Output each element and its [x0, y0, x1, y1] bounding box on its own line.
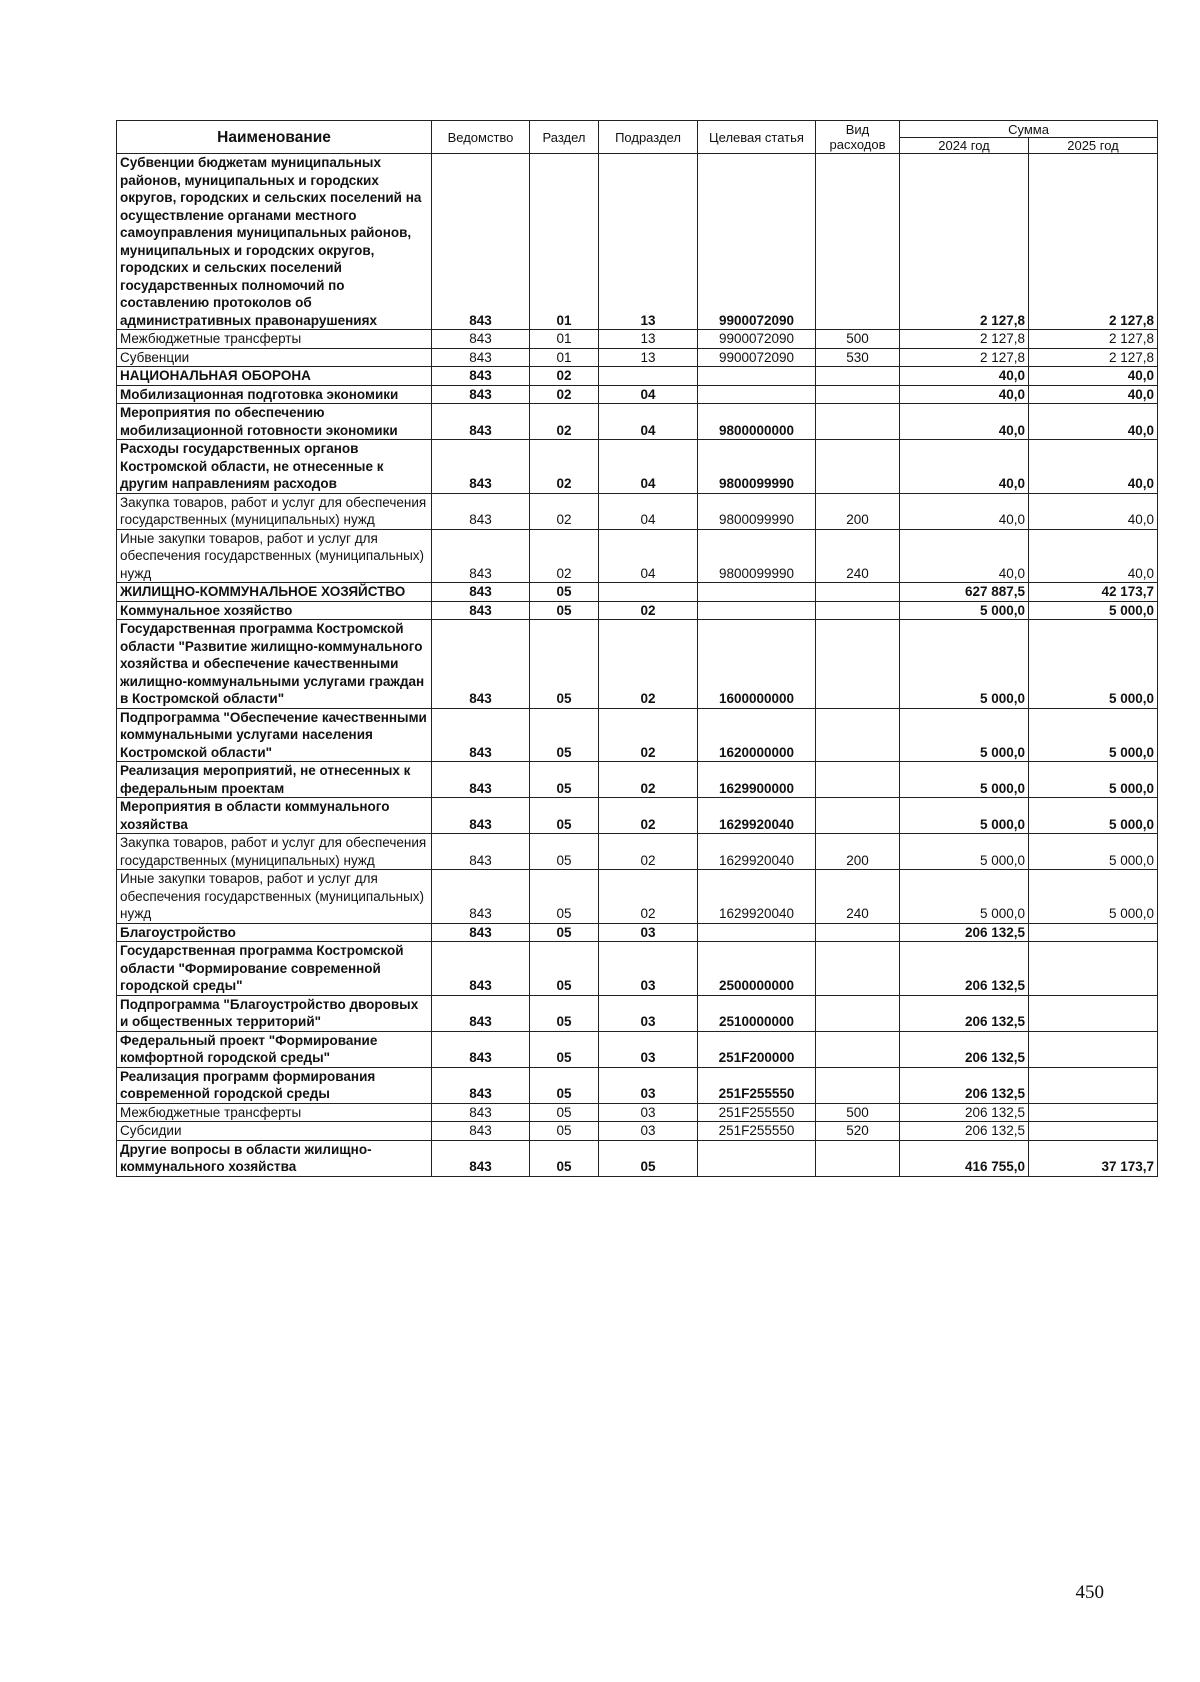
row-sum-2025: 5 000,0 — [1029, 601, 1158, 620]
row-dept: 843 — [432, 834, 530, 870]
row-subsection: 04 — [599, 404, 698, 440]
row-sum-2025: 40,0 — [1029, 440, 1158, 494]
table-row — [117, 493, 1158, 529]
row-sum-2025: 40,0 — [1029, 529, 1158, 583]
row-sum-2025: 5 000,0 — [1029, 870, 1158, 924]
row-target: 9800099990 — [698, 529, 816, 583]
row-name: Реализация мероприятий, не отнесенных к федеральным проектам — [117, 762, 432, 798]
row-dept: 843 — [432, 923, 530, 942]
row-sum-2024: 40,0 — [900, 529, 1029, 583]
row-section: 02 — [530, 493, 599, 529]
row-sum-2025: 5 000,0 — [1029, 798, 1158, 834]
row-section: 01 — [530, 330, 599, 349]
row-subsection: 13 — [599, 330, 698, 349]
row-name: Государственная программа Костромской области "Развитие жилищно-коммунального хозяйства и обеспечение качественными жилищно-коммунальными услугами граждан в Костромской области" — [117, 620, 432, 709]
header-exptype: Вид расходов — [816, 121, 900, 154]
row-subsection: 02 — [599, 762, 698, 798]
row-subsection: 02 — [599, 620, 698, 709]
row-exptype — [816, 620, 900, 709]
row-sum-2025: 40,0 — [1029, 404, 1158, 440]
row-dept: 843 — [432, 1067, 530, 1103]
row-exptype — [816, 385, 900, 404]
table-row — [117, 1122, 1158, 1141]
row-name: Закупка товаров, работ и услуг для обеспечения государственных (муниципальных) нужд — [117, 493, 432, 529]
row-target — [698, 583, 816, 602]
row-dept: 843 — [432, 583, 530, 602]
row-target: 1629900000 — [698, 762, 816, 798]
row-name: Мероприятия в области коммунального хозяйства — [117, 798, 432, 834]
row-exptype — [816, 440, 900, 494]
row-name: Мероприятия по обеспечению мобилизационной готовности экономики — [117, 404, 432, 440]
row-sum-2024: 5 000,0 — [900, 834, 1029, 870]
table-row — [117, 440, 1158, 494]
row-sum-2024: 40,0 — [900, 404, 1029, 440]
row-sum-2025: 5 000,0 — [1029, 708, 1158, 762]
row-exptype: 500 — [816, 330, 900, 349]
row-exptype: 240 — [816, 870, 900, 924]
row-target: 251F255550 — [698, 1103, 816, 1122]
row-dept: 843 — [432, 1031, 530, 1067]
table-body — [117, 154, 1158, 1177]
row-name: Иные закупки товаров, работ и услуг для обеспечения государственных (муниципальных) нужд — [117, 529, 432, 583]
row-dept: 843 — [432, 529, 530, 583]
row-section: 05 — [530, 995, 599, 1031]
row-name: ЖИЛИЩНО-КОММУНАЛЬНОЕ ХОЗЯЙСТВО — [117, 583, 432, 602]
row-dept: 843 — [432, 870, 530, 924]
row-name: Реализация программ формирования современной городской среды — [117, 1067, 432, 1103]
row-subsection: 04 — [599, 385, 698, 404]
header-year-2024: 2024 год — [900, 138, 1029, 154]
row-dept: 843 — [432, 942, 530, 996]
row-subsection: 02 — [599, 708, 698, 762]
row-exptype: 520 — [816, 1122, 900, 1141]
table-row — [117, 620, 1158, 709]
row-name: Коммунальное хозяйство — [117, 601, 432, 620]
row-subsection — [599, 583, 698, 602]
row-sum-2024: 2 127,8 — [900, 330, 1029, 349]
row-subsection: 04 — [599, 493, 698, 529]
row-sum-2024: 206 132,5 — [900, 923, 1029, 942]
row-dept: 843 — [432, 154, 530, 330]
table-row — [117, 367, 1158, 386]
table-row — [117, 1067, 1158, 1103]
row-dept: 843 — [432, 348, 530, 367]
row-target: 9800000000 — [698, 404, 816, 440]
row-dept: 843 — [432, 708, 530, 762]
table-header — [117, 121, 1158, 154]
budget-table — [116, 120, 1158, 1177]
row-name: Благоустройство — [117, 923, 432, 942]
row-sum-2024: 206 132,5 — [900, 1122, 1029, 1141]
row-sum-2024: 206 132,5 — [900, 942, 1029, 996]
header-subsection: Подраздел — [599, 121, 698, 154]
row-section: 02 — [530, 529, 599, 583]
row-exptype — [816, 583, 900, 602]
row-section: 05 — [530, 798, 599, 834]
row-name: Межбюджетные трансферты — [117, 330, 432, 349]
row-dept: 843 — [432, 1103, 530, 1122]
row-target: 251F255550 — [698, 1122, 816, 1141]
header-name: Наименование — [117, 121, 432, 154]
row-subsection: 03 — [599, 995, 698, 1031]
row-sum-2025 — [1029, 1103, 1158, 1122]
header-target: Целевая статья — [698, 121, 816, 154]
row-target: 1600000000 — [698, 620, 816, 709]
row-target: 1629920040 — [698, 870, 816, 924]
row-sum-2024: 40,0 — [900, 440, 1029, 494]
row-sum-2024: 5 000,0 — [900, 601, 1029, 620]
row-section: 05 — [530, 583, 599, 602]
row-subsection: 13 — [599, 348, 698, 367]
row-sum-2024: 40,0 — [900, 493, 1029, 529]
row-name: Мобилизационная подготовка экономики — [117, 385, 432, 404]
row-name: Другие вопросы в области жилищно-коммунального хозяйства — [117, 1140, 432, 1176]
row-section: 02 — [530, 404, 599, 440]
row-name: Расходы государственных органов Костромской области, не отнесенные к другим направлениям расходов — [117, 440, 432, 494]
row-subsection: 03 — [599, 942, 698, 996]
table-row — [117, 995, 1158, 1031]
row-sum-2024: 5 000,0 — [900, 708, 1029, 762]
row-sum-2024: 206 132,5 — [900, 1067, 1029, 1103]
row-sum-2025 — [1029, 1122, 1158, 1141]
row-exptype — [816, 404, 900, 440]
row-sum-2025 — [1029, 942, 1158, 996]
row-section: 02 — [530, 440, 599, 494]
table-row — [117, 154, 1158, 330]
table-row — [117, 529, 1158, 583]
row-sum-2024: 416 755,0 — [900, 1140, 1029, 1176]
row-section: 05 — [530, 1031, 599, 1067]
row-sum-2025: 42 173,7 — [1029, 583, 1158, 602]
row-target: 251F200000 — [698, 1031, 816, 1067]
table-row — [117, 1140, 1158, 1176]
row-section: 05 — [530, 620, 599, 709]
row-dept: 843 — [432, 798, 530, 834]
row-section: 01 — [530, 154, 599, 330]
row-sum-2024: 5 000,0 — [900, 870, 1029, 924]
row-target: 9800099990 — [698, 493, 816, 529]
row-target — [698, 385, 816, 404]
row-dept: 843 — [432, 620, 530, 709]
row-sum-2025: 2 127,8 — [1029, 154, 1158, 330]
page-number: 450 — [1075, 1582, 1104, 1603]
row-dept: 843 — [432, 995, 530, 1031]
table-row — [117, 330, 1158, 349]
row-exptype — [816, 923, 900, 942]
row-sum-2024: 5 000,0 — [900, 762, 1029, 798]
row-subsection: 02 — [599, 870, 698, 924]
row-exptype — [816, 942, 900, 996]
row-subsection: 02 — [599, 601, 698, 620]
row-section: 05 — [530, 1103, 599, 1122]
header-sum: Сумма — [900, 121, 1158, 138]
row-target: 1629920040 — [698, 798, 816, 834]
row-dept: 843 — [432, 1122, 530, 1141]
table-row — [117, 1031, 1158, 1067]
row-name: Субсидии — [117, 1122, 432, 1141]
row-subsection: 03 — [599, 1067, 698, 1103]
row-dept: 843 — [432, 367, 530, 386]
header-dept: Ведомство — [432, 121, 530, 154]
row-target — [698, 1140, 816, 1176]
table-row — [117, 708, 1158, 762]
header-year-2025: 2025 год — [1029, 138, 1158, 154]
row-sum-2025 — [1029, 1031, 1158, 1067]
row-exptype — [816, 601, 900, 620]
row-exptype — [816, 798, 900, 834]
table-row — [117, 385, 1158, 404]
row-sum-2025: 5 000,0 — [1029, 762, 1158, 798]
table-row — [117, 834, 1158, 870]
row-exptype: 530 — [816, 348, 900, 367]
row-sum-2025 — [1029, 995, 1158, 1031]
row-dept: 843 — [432, 330, 530, 349]
row-target — [698, 601, 816, 620]
row-exptype: 200 — [816, 493, 900, 529]
table-row — [117, 870, 1158, 924]
row-subsection: 04 — [599, 529, 698, 583]
row-sum-2024: 5 000,0 — [900, 798, 1029, 834]
row-sum-2025: 5 000,0 — [1029, 834, 1158, 870]
table-row — [117, 942, 1158, 996]
row-section: 02 — [530, 385, 599, 404]
row-section: 02 — [530, 367, 599, 386]
table-row — [117, 798, 1158, 834]
row-sum-2025: 5 000,0 — [1029, 620, 1158, 709]
table-row — [117, 404, 1158, 440]
row-sum-2024: 206 132,5 — [900, 995, 1029, 1031]
row-exptype — [816, 708, 900, 762]
row-sum-2025: 40,0 — [1029, 367, 1158, 386]
row-sum-2024: 206 132,5 — [900, 1031, 1029, 1067]
row-sum-2024: 40,0 — [900, 385, 1029, 404]
row-name: НАЦИОНАЛЬНАЯ ОБОРОНА — [117, 367, 432, 386]
row-target: 9900072090 — [698, 348, 816, 367]
row-exptype: 200 — [816, 834, 900, 870]
row-dept: 843 — [432, 440, 530, 494]
row-subsection: 03 — [599, 1103, 698, 1122]
row-section: 05 — [530, 942, 599, 996]
table-row — [117, 348, 1158, 367]
row-subsection: 03 — [599, 1031, 698, 1067]
row-section: 05 — [530, 923, 599, 942]
row-target: 9800099990 — [698, 440, 816, 494]
row-dept: 843 — [432, 493, 530, 529]
row-sum-2025: 2 127,8 — [1029, 330, 1158, 349]
row-sum-2024: 2 127,8 — [900, 154, 1029, 330]
row-subsection: 05 — [599, 1140, 698, 1176]
row-name: Субвенции — [117, 348, 432, 367]
row-subsection: 03 — [599, 1122, 698, 1141]
row-subsection: 03 — [599, 923, 698, 942]
row-exptype — [816, 1067, 900, 1103]
row-sum-2024: 206 132,5 — [900, 1103, 1029, 1122]
row-sum-2025 — [1029, 1067, 1158, 1103]
row-sum-2025: 40,0 — [1029, 493, 1158, 529]
row-name: Государственная программа Костромской области "Формирование современной городской среды" — [117, 942, 432, 996]
row-dept: 843 — [432, 1140, 530, 1176]
row-target: 9900072090 — [698, 154, 816, 330]
row-name: Закупка товаров, работ и услуг для обеспечения государственных (муниципальных) нужд — [117, 834, 432, 870]
row-name: Субвенции бюджетам муниципальных районов, муниципальных и городских округов, городских и сельских поселений на осуществление органами местного самоуправления муниципальных районов, муниципальных и городских округов, городских и сельских поселений государственных полномочий по составлению протоколов об административных правонарушениях — [117, 154, 432, 330]
table-row — [117, 923, 1158, 942]
row-subsection: 02 — [599, 798, 698, 834]
row-name: Подпрограмма "Обеспечение качественными коммунальными услугами населения Костромской области" — [117, 708, 432, 762]
row-sum-2024: 5 000,0 — [900, 620, 1029, 709]
row-section: 05 — [530, 762, 599, 798]
row-sum-2024: 2 127,8 — [900, 348, 1029, 367]
row-target — [698, 923, 816, 942]
row-sum-2025: 37 173,7 — [1029, 1140, 1158, 1176]
row-target — [698, 367, 816, 386]
row-subsection: 02 — [599, 834, 698, 870]
row-section: 05 — [530, 1140, 599, 1176]
row-exptype — [816, 995, 900, 1031]
row-dept: 843 — [432, 404, 530, 440]
row-exptype — [816, 762, 900, 798]
row-target: 9900072090 — [698, 330, 816, 349]
row-target: 1620000000 — [698, 708, 816, 762]
row-dept: 843 — [432, 601, 530, 620]
row-section: 05 — [530, 1067, 599, 1103]
row-exptype — [816, 367, 900, 386]
row-subsection — [599, 367, 698, 386]
row-name: Иные закупки товаров, работ и услуг для обеспечения государственных (муниципальных) нужд — [117, 870, 432, 924]
row-subsection: 04 — [599, 440, 698, 494]
row-name: Подпрограмма "Благоустройство дворовых и общественных территорий" — [117, 995, 432, 1031]
table-row — [117, 601, 1158, 620]
row-exptype — [816, 154, 900, 330]
row-sum-2024: 627 887,5 — [900, 583, 1029, 602]
row-sum-2025 — [1029, 923, 1158, 942]
row-name: Межбюджетные трансферты — [117, 1103, 432, 1122]
row-exptype: 500 — [816, 1103, 900, 1122]
table-row — [117, 583, 1158, 602]
table-row — [117, 1103, 1158, 1122]
row-exptype — [816, 1140, 900, 1176]
row-sum-2024: 40,0 — [900, 367, 1029, 386]
row-exptype — [816, 1031, 900, 1067]
row-section: 05 — [530, 1122, 599, 1141]
row-dept: 843 — [432, 762, 530, 798]
row-target: 1629920040 — [698, 834, 816, 870]
header-section: Раздел — [530, 121, 599, 154]
row-target: 251F255550 — [698, 1067, 816, 1103]
row-exptype: 240 — [816, 529, 900, 583]
row-section: 01 — [530, 348, 599, 367]
row-sum-2025: 2 127,8 — [1029, 348, 1158, 367]
row-name: Федеральный проект "Формирование комфортной городской среды" — [117, 1031, 432, 1067]
row-section: 05 — [530, 834, 599, 870]
row-subsection: 13 — [599, 154, 698, 330]
row-section: 05 — [530, 708, 599, 762]
row-target: 2500000000 — [698, 942, 816, 996]
row-section: 05 — [530, 601, 599, 620]
row-section: 05 — [530, 870, 599, 924]
row-dept: 843 — [432, 385, 530, 404]
table-row — [117, 762, 1158, 798]
row-target: 2510000000 — [698, 995, 816, 1031]
row-sum-2025: 40,0 — [1029, 385, 1158, 404]
